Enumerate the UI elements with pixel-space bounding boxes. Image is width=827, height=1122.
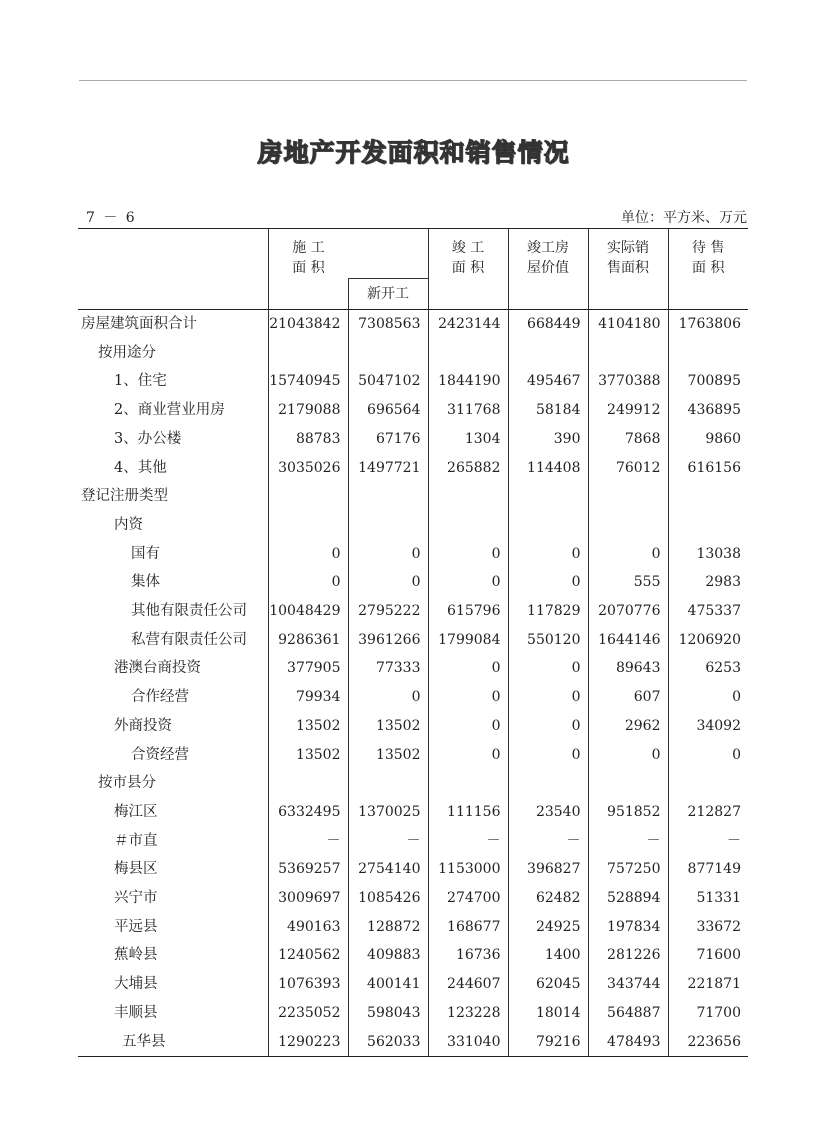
cell-value: 1844190 xyxy=(428,367,508,396)
cell-value xyxy=(268,769,348,798)
cell-value: 76012 xyxy=(588,454,668,483)
table-row xyxy=(78,913,748,942)
cell-value: 197834 xyxy=(588,913,668,942)
cell-value xyxy=(668,511,748,540)
cell-value: 33672 xyxy=(668,913,748,942)
cell-value xyxy=(428,511,508,540)
cell-value: － xyxy=(268,827,348,856)
cell-value: 0 xyxy=(508,540,588,569)
cell-value: 0 xyxy=(428,568,508,597)
cell-value xyxy=(428,339,508,368)
cell-value: 0 xyxy=(508,654,588,683)
row-label: 房屋建筑面积合计 xyxy=(81,316,197,332)
header-sold-area-line1: 实际销 xyxy=(607,240,649,256)
cell-value: 0 xyxy=(588,540,668,569)
cell-value xyxy=(348,339,428,368)
cell-value: 2962 xyxy=(588,712,668,741)
cell-value: 62482 xyxy=(508,884,588,913)
cell-value: 24925 xyxy=(508,913,588,942)
cell-value: 331040 xyxy=(428,1028,508,1057)
cell-value: 2235052 xyxy=(268,999,348,1028)
cell-value: 0 xyxy=(508,741,588,770)
cell-value: － xyxy=(428,827,508,856)
cell-value: 396827 xyxy=(508,855,588,884)
header-completed-value-line1: 竣工房 xyxy=(527,240,569,256)
header-new-start: 新开工 xyxy=(348,279,428,310)
row-label: 合资经营 xyxy=(131,746,189,763)
cell-value: 16736 xyxy=(428,941,508,970)
cell-value: 409883 xyxy=(348,941,428,970)
cell-value: 0 xyxy=(348,540,428,569)
page-title: 房地产开发面积和销售情况 xyxy=(257,138,570,167)
row-label: ＃市直 xyxy=(114,832,158,849)
cell-value: 111156 xyxy=(428,798,508,827)
cell-value xyxy=(268,511,348,540)
table-row xyxy=(78,597,748,626)
cell-value: 21043842 xyxy=(268,310,348,339)
cell-value: 0 xyxy=(428,683,508,712)
cell-value xyxy=(348,482,428,511)
data-table xyxy=(78,228,748,1057)
cell-value: 34092 xyxy=(668,712,748,741)
cell-value xyxy=(588,769,668,798)
row-label: 港澳台商投资 xyxy=(114,660,201,677)
table-row xyxy=(78,540,748,569)
cell-value: 117829 xyxy=(508,597,588,626)
unit-label: 单位：平方米、万元 xyxy=(621,210,747,226)
table-row xyxy=(78,884,748,913)
table-number: 7 － 6 xyxy=(86,210,137,226)
cell-value xyxy=(588,511,668,540)
cell-value: 249912 xyxy=(588,396,668,425)
header-construction-area-line1: 施 工 xyxy=(292,240,325,256)
row-label: 其他有限责任公司 xyxy=(131,603,247,620)
cell-value: 67176 xyxy=(348,425,428,454)
cell-value: 1497721 xyxy=(348,454,428,483)
header-sold-area-line2: 售面积 xyxy=(607,260,649,276)
cell-value: 6253 xyxy=(668,654,748,683)
cell-value: 700895 xyxy=(668,367,748,396)
cell-value xyxy=(508,769,588,798)
row-label: 国有 xyxy=(131,545,160,562)
header-completed-area-line1: 竣 工 xyxy=(451,240,485,256)
cell-value: 528894 xyxy=(588,884,668,913)
cell-value: 2795222 xyxy=(348,597,428,626)
cell-value: 5369257 xyxy=(268,855,348,884)
cell-value: 1763806 xyxy=(668,310,748,339)
cell-value: 2179088 xyxy=(268,396,348,425)
cell-value: 3035026 xyxy=(268,454,348,483)
header-rule xyxy=(79,80,747,81)
cell-value: 1644146 xyxy=(588,626,668,655)
row-label: 合作经营 xyxy=(131,689,189,706)
cell-value: 2983 xyxy=(668,568,748,597)
cell-value: 5047102 xyxy=(348,367,428,396)
row-label: 兴宁市 xyxy=(114,890,158,907)
table-row xyxy=(78,568,748,597)
cell-value: 616156 xyxy=(668,454,748,483)
cell-value: 0 xyxy=(508,712,588,741)
header-for-sale-line1: 待 售 xyxy=(692,240,725,256)
cell-value: 757250 xyxy=(588,855,668,884)
row-label: 梅江区 xyxy=(114,803,158,820)
cell-value: 1085426 xyxy=(348,884,428,913)
cell-value: 564887 xyxy=(588,999,668,1028)
cell-value: 490163 xyxy=(268,913,348,942)
cell-value: 274700 xyxy=(428,884,508,913)
row-label: 梅县区 xyxy=(114,861,158,878)
cell-value: 555 xyxy=(588,568,668,597)
cell-value: 221871 xyxy=(668,970,748,999)
table-row xyxy=(78,683,748,712)
row-label: 按用途分 xyxy=(98,344,156,361)
cell-value: 51331 xyxy=(668,884,748,913)
cell-value: 951852 xyxy=(588,798,668,827)
cell-value xyxy=(588,482,668,511)
cell-value: 23540 xyxy=(508,798,588,827)
table-row xyxy=(78,941,748,970)
cell-value: 0 xyxy=(588,741,668,770)
cell-value: 7868 xyxy=(588,425,668,454)
cell-value xyxy=(348,769,428,798)
cell-value: 0 xyxy=(668,683,748,712)
cell-value: 475337 xyxy=(668,597,748,626)
cell-value: 1370025 xyxy=(348,798,428,827)
cell-value: 1206920 xyxy=(668,626,748,655)
cell-value: 18014 xyxy=(508,999,588,1028)
cell-value: 0 xyxy=(428,712,508,741)
cell-value: － xyxy=(588,827,668,856)
cell-value: 79216 xyxy=(508,1028,588,1057)
cell-value xyxy=(268,339,348,368)
cell-value: 2070776 xyxy=(588,597,668,626)
table-row xyxy=(78,511,748,540)
cell-value: 3009697 xyxy=(268,884,348,913)
cell-value: 0 xyxy=(668,741,748,770)
cell-value: 6332495 xyxy=(268,798,348,827)
table-row xyxy=(78,339,748,368)
cell-value xyxy=(348,511,428,540)
table-row xyxy=(78,626,748,655)
cell-value: 0 xyxy=(348,683,428,712)
table-row xyxy=(78,712,748,741)
cell-value: 77333 xyxy=(348,654,428,683)
table-row xyxy=(78,1028,748,1057)
cell-value: 598043 xyxy=(348,999,428,1028)
table-row xyxy=(78,396,748,425)
header-for-sale-area xyxy=(668,229,748,310)
cell-value xyxy=(588,339,668,368)
row-label: 五华县 xyxy=(78,1028,268,1057)
cell-value: 79934 xyxy=(268,683,348,712)
cell-value: 88783 xyxy=(268,425,348,454)
cell-value: 1799084 xyxy=(428,626,508,655)
cell-value xyxy=(508,511,588,540)
header-construction-area xyxy=(268,229,428,279)
cell-value: － xyxy=(508,827,588,856)
cell-value: 0 xyxy=(508,683,588,712)
row-label: 私营有限责任公司 xyxy=(131,631,247,648)
table-row xyxy=(78,827,748,856)
cell-value xyxy=(668,339,748,368)
table-row xyxy=(78,970,748,999)
cell-value xyxy=(428,769,508,798)
cell-value: 3770388 xyxy=(588,367,668,396)
row-label: 丰顺县 xyxy=(114,1004,158,1021)
cell-value: 9286361 xyxy=(268,626,348,655)
cell-value: 495467 xyxy=(508,367,588,396)
cell-value xyxy=(668,769,748,798)
cell-value: 343744 xyxy=(588,970,668,999)
cell-value: 615796 xyxy=(428,597,508,626)
cell-value: 13502 xyxy=(268,712,348,741)
table-row xyxy=(78,482,748,511)
cell-value: 668449 xyxy=(508,310,588,339)
cell-value: 436895 xyxy=(668,396,748,425)
row-label: 4、其他 xyxy=(114,459,167,476)
row-label: 平远县 xyxy=(114,918,158,935)
cell-value: 877149 xyxy=(668,855,748,884)
cell-value: 223656 xyxy=(668,1028,748,1057)
cell-value: 265882 xyxy=(428,454,508,483)
cell-value: 123228 xyxy=(428,999,508,1028)
header-completed-area xyxy=(428,229,508,310)
table-row xyxy=(78,855,748,884)
table-row xyxy=(78,999,748,1028)
cell-value: 1076393 xyxy=(268,970,348,999)
header-completed-value xyxy=(508,229,588,310)
cell-value: 71700 xyxy=(668,999,748,1028)
cell-value: 4104180 xyxy=(588,310,668,339)
cell-value: 13502 xyxy=(348,741,428,770)
cell-value: 89643 xyxy=(588,654,668,683)
cell-value: － xyxy=(668,827,748,856)
table-row xyxy=(78,367,748,396)
header-construction-area-line2: 面 积 xyxy=(292,260,325,276)
cell-value: 2423144 xyxy=(428,310,508,339)
cell-value: 1153000 xyxy=(428,855,508,884)
cell-value: 3961266 xyxy=(348,626,428,655)
cell-value: 562033 xyxy=(348,1028,428,1057)
row-label: 2、商业营业用房 xyxy=(114,402,225,419)
cell-value: 1400 xyxy=(508,941,588,970)
cell-value: 1290223 xyxy=(268,1028,348,1057)
table-row xyxy=(78,454,748,483)
header-completed-value-line2: 屋价值 xyxy=(527,260,569,276)
cell-value: 1304 xyxy=(428,425,508,454)
cell-value: 9860 xyxy=(668,425,748,454)
cell-value: 0 xyxy=(268,540,348,569)
row-label: 蕉岭县 xyxy=(114,947,158,964)
cell-value: 2754140 xyxy=(348,855,428,884)
table-row xyxy=(78,741,748,770)
cell-value: 390 xyxy=(508,425,588,454)
cell-value: 377905 xyxy=(268,654,348,683)
cell-value: 7308563 xyxy=(348,310,428,339)
cell-value: 0 xyxy=(428,654,508,683)
cell-value xyxy=(508,482,588,511)
cell-value: 168677 xyxy=(428,913,508,942)
header-blank xyxy=(78,229,268,310)
header-sold-area xyxy=(588,229,668,310)
cell-value: 212827 xyxy=(668,798,748,827)
row-label: 内资 xyxy=(114,516,143,533)
cell-value: 607 xyxy=(588,683,668,712)
cell-value: 0 xyxy=(268,568,348,597)
cell-value: 0 xyxy=(428,741,508,770)
table-row xyxy=(78,769,748,798)
table-row xyxy=(78,425,748,454)
cell-value xyxy=(428,482,508,511)
cell-value: 0 xyxy=(348,568,428,597)
cell-value: 0 xyxy=(508,568,588,597)
cell-value: － xyxy=(348,827,428,856)
row-label: 1、住宅 xyxy=(114,373,167,390)
cell-value: 13038 xyxy=(668,540,748,569)
cell-value: 128872 xyxy=(348,913,428,942)
header-for-sale-line2: 面 积 xyxy=(692,260,725,276)
cell-value: 400141 xyxy=(348,970,428,999)
row-label: 登记注册类型 xyxy=(81,488,168,505)
cell-value: 550120 xyxy=(508,626,588,655)
row-label: 集体 xyxy=(131,574,160,591)
row-label: 外商投资 xyxy=(114,717,172,734)
cell-value xyxy=(268,482,348,511)
table-row xyxy=(78,798,748,827)
cell-value: 62045 xyxy=(508,970,588,999)
cell-value: 114408 xyxy=(508,454,588,483)
cell-value: 71600 xyxy=(668,941,748,970)
cell-value: 478493 xyxy=(588,1028,668,1057)
cell-value: 281226 xyxy=(588,941,668,970)
cell-value: 0 xyxy=(428,540,508,569)
cell-value: 696564 xyxy=(348,396,428,425)
cell-value: 13502 xyxy=(268,741,348,770)
cell-value: 15740945 xyxy=(268,367,348,396)
header-completed-area-line2: 面 积 xyxy=(451,260,485,276)
row-label: 大埔县 xyxy=(114,976,158,993)
cell-value: 1240562 xyxy=(268,941,348,970)
cell-value: 244607 xyxy=(428,970,508,999)
table-row xyxy=(78,654,748,683)
table-row xyxy=(78,310,748,339)
cell-value: 13502 xyxy=(348,712,428,741)
cell-value xyxy=(668,482,748,511)
cell-value xyxy=(508,339,588,368)
row-label: 按市县分 xyxy=(98,775,156,792)
cell-value: 58184 xyxy=(508,396,588,425)
cell-value: 311768 xyxy=(428,396,508,425)
cell-value: 10048429 xyxy=(268,597,348,626)
row-label: 3、办公楼 xyxy=(114,430,182,447)
header-construction-blank xyxy=(268,279,348,310)
